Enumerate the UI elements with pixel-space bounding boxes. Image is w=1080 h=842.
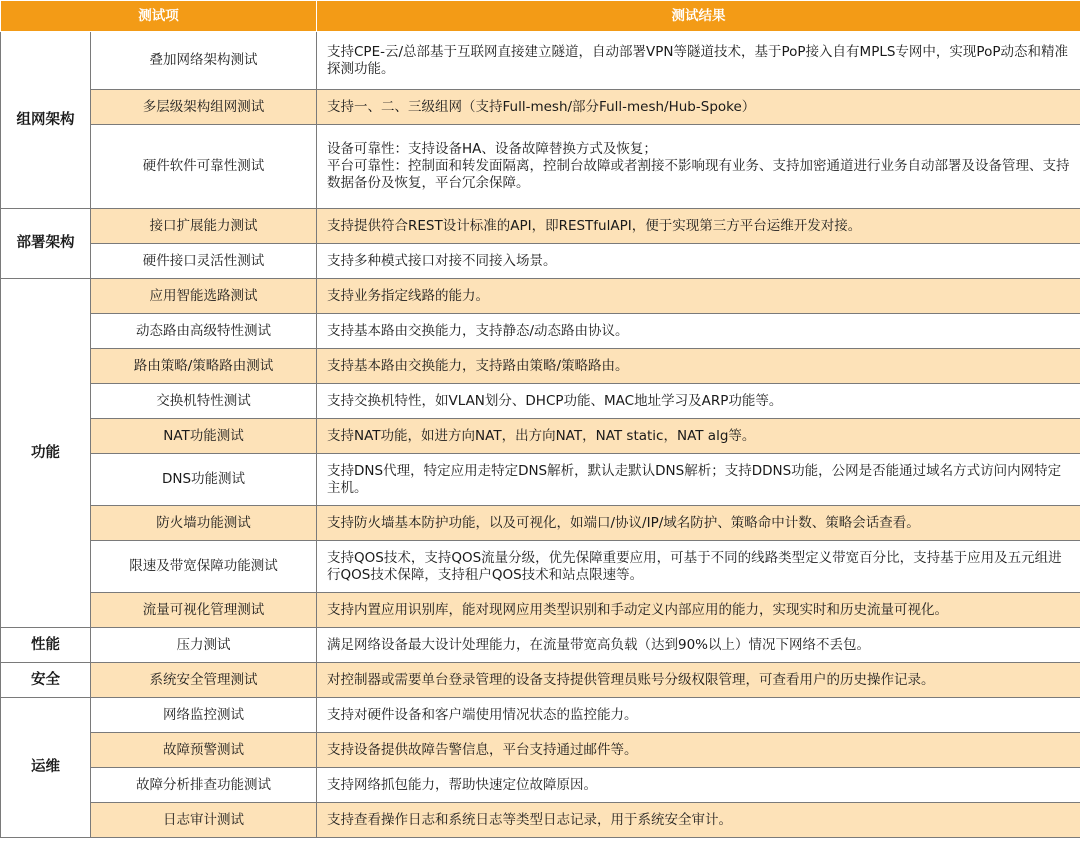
test-result-cell: 满足网络设备最大设计处理能力，在流量带宽高负载（达到90%以上）情况下网络不丢包。 bbox=[317, 628, 1080, 663]
test-result-cell: 支持基本路由交换能力，支持路由策略/策略路由。 bbox=[317, 349, 1080, 384]
table-row bbox=[1, 384, 1080, 419]
test-item-cell: 应用智能选路测试 bbox=[91, 279, 317, 314]
test-item-cell: 叠加网络架构测试 bbox=[91, 32, 317, 90]
table-row bbox=[1, 314, 1080, 349]
table-row bbox=[1, 803, 1080, 838]
test-result-cell: 支持基本路由交换能力，支持静态/动态路由协议。 bbox=[317, 314, 1080, 349]
test-result-cell: 支持设备提供故障告警信息，平台支持通过邮件等。 bbox=[317, 733, 1080, 768]
test-item-cell: 系统安全管理测试 bbox=[91, 663, 317, 698]
table-row bbox=[1, 733, 1080, 768]
test-result-cell: 对控制器或需要单台登录管理的设备支持提供管理员账号分级权限管理，可查看用户的历史操作记录。 bbox=[317, 663, 1080, 698]
test-result-cell: 设备可靠性：支持设备HA、设备故障替换方式及恢复； 平台可靠性：控制面和转发面隔离，控制台故障或者割接不影响现有业务、支持加密通道进行业务自动部署及设备管理、支持数据备份及恢复，平台冗余保障。 bbox=[317, 125, 1080, 209]
test-result-cell: 支持内置应用识别库，能对现网应用类型识别和手动定义内部应用的能力，实现实时和历史流量可视化。 bbox=[317, 593, 1080, 628]
table-row bbox=[1, 279, 1080, 314]
test-result-cell: 支持DNS代理，特定应用走特定DNS解析，默认走默认DNS解析；支持DDNS功能，公网是否能通过域名方式访问内网特定主机。 bbox=[317, 454, 1080, 506]
table-row bbox=[1, 698, 1080, 733]
table-row bbox=[1, 454, 1080, 506]
category-cell: 运维 bbox=[1, 698, 91, 838]
test-result-cell: 支持QOS技术，支持QOS流量分级，优先保障重要应用，可基于不同的线路类型定义带宽百分比，支持基于应用及五元组进行QOS技术保障，支持租户QOS技术和站点限速等。 bbox=[317, 541, 1080, 593]
header-test-result: 测试结果 bbox=[317, 1, 1080, 32]
test-item-cell: 多层级架构组网测试 bbox=[91, 90, 317, 125]
test-result-cell: 支持提供符合REST设计标准的API，即RESTfulAPI，便于实现第三方平台运维开发对接。 bbox=[317, 209, 1080, 244]
table-row bbox=[1, 628, 1080, 663]
test-item-cell: 限速及带宽保障功能测试 bbox=[91, 541, 317, 593]
test-item-cell: 硬件接口灵活性测试 bbox=[91, 244, 317, 279]
test-result-cell: 支持查看操作日志和系统日志等类型日志记录，用于系统安全审计。 bbox=[317, 803, 1080, 838]
category-cell: 功能 bbox=[1, 279, 91, 628]
table-row bbox=[1, 244, 1080, 279]
test-item-cell: 动态路由高级特性测试 bbox=[91, 314, 317, 349]
test-item-cell: 防火墙功能测试 bbox=[91, 506, 317, 541]
test-item-cell: 日志审计测试 bbox=[91, 803, 317, 838]
test-item-cell: NAT功能测试 bbox=[91, 419, 317, 454]
test-item-cell: 路由策略/策略路由测试 bbox=[91, 349, 317, 384]
test-result-cell: 支持CPE-云/总部基于互联网直接建立隧道，自动部署VPN等隧道技术，基于PoP接入自有MPLS专网中，实现PoP动态和精准探测功能。 bbox=[317, 32, 1080, 90]
test-result-cell: 支持交换机特性，如VLAN划分、DHCP功能、MAC地址学习及ARP功能等。 bbox=[317, 384, 1080, 419]
category-cell: 安全 bbox=[1, 663, 91, 698]
table-row bbox=[1, 541, 1080, 593]
table-row bbox=[1, 768, 1080, 803]
header-test-item: 测试项 bbox=[1, 1, 317, 32]
test-item-cell: DNS功能测试 bbox=[91, 454, 317, 506]
test-item-cell: 接口扩展能力测试 bbox=[91, 209, 317, 244]
test-item-cell: 网络监控测试 bbox=[91, 698, 317, 733]
table-row bbox=[1, 593, 1080, 628]
category-cell: 部署架构 bbox=[1, 209, 91, 279]
test-result-cell: 支持对硬件设备和客户端使用情况状态的监控能力。 bbox=[317, 698, 1080, 733]
test-result-cell: 支持多种模式接口对接不同接入场景。 bbox=[317, 244, 1080, 279]
table-row bbox=[1, 349, 1080, 384]
test-result-cell: 支持一、二、三级组网（支持Full-mesh/部分Full-mesh/Hub-Spoke） bbox=[317, 90, 1080, 125]
table-header-row bbox=[1, 1, 1080, 32]
table-row bbox=[1, 32, 1080, 90]
test-result-cell: 支持NAT功能，如进方向NAT，出方向NAT，NAT static，NAT alg等。 bbox=[317, 419, 1080, 454]
table-row bbox=[1, 663, 1080, 698]
test-item-cell: 交换机特性测试 bbox=[91, 384, 317, 419]
table-row bbox=[1, 209, 1080, 244]
test-item-cell: 压力测试 bbox=[91, 628, 317, 663]
test-item-cell: 故障预警测试 bbox=[91, 733, 317, 768]
test-item-cell: 硬件软件可靠性测试 bbox=[91, 125, 317, 209]
table-row bbox=[1, 90, 1080, 125]
table-row bbox=[1, 419, 1080, 454]
category-cell: 组网架构 bbox=[1, 32, 91, 209]
test-result-cell: 支持业务指定线路的能力。 bbox=[317, 279, 1080, 314]
table-row bbox=[1, 125, 1080, 209]
test-item-cell: 流量可视化管理测试 bbox=[91, 593, 317, 628]
test-item-cell: 故障分析排查功能测试 bbox=[91, 768, 317, 803]
test-result-cell: 支持网络抓包能力，帮助快速定位故障原因。 bbox=[317, 768, 1080, 803]
category-cell: 性能 bbox=[1, 628, 91, 663]
test-result-cell: 支持防火墙基本防护功能，以及可视化，如端口/协议/IP/域名防护、策略命中计数、策略会话查看。 bbox=[317, 506, 1080, 541]
table-row bbox=[1, 506, 1080, 541]
